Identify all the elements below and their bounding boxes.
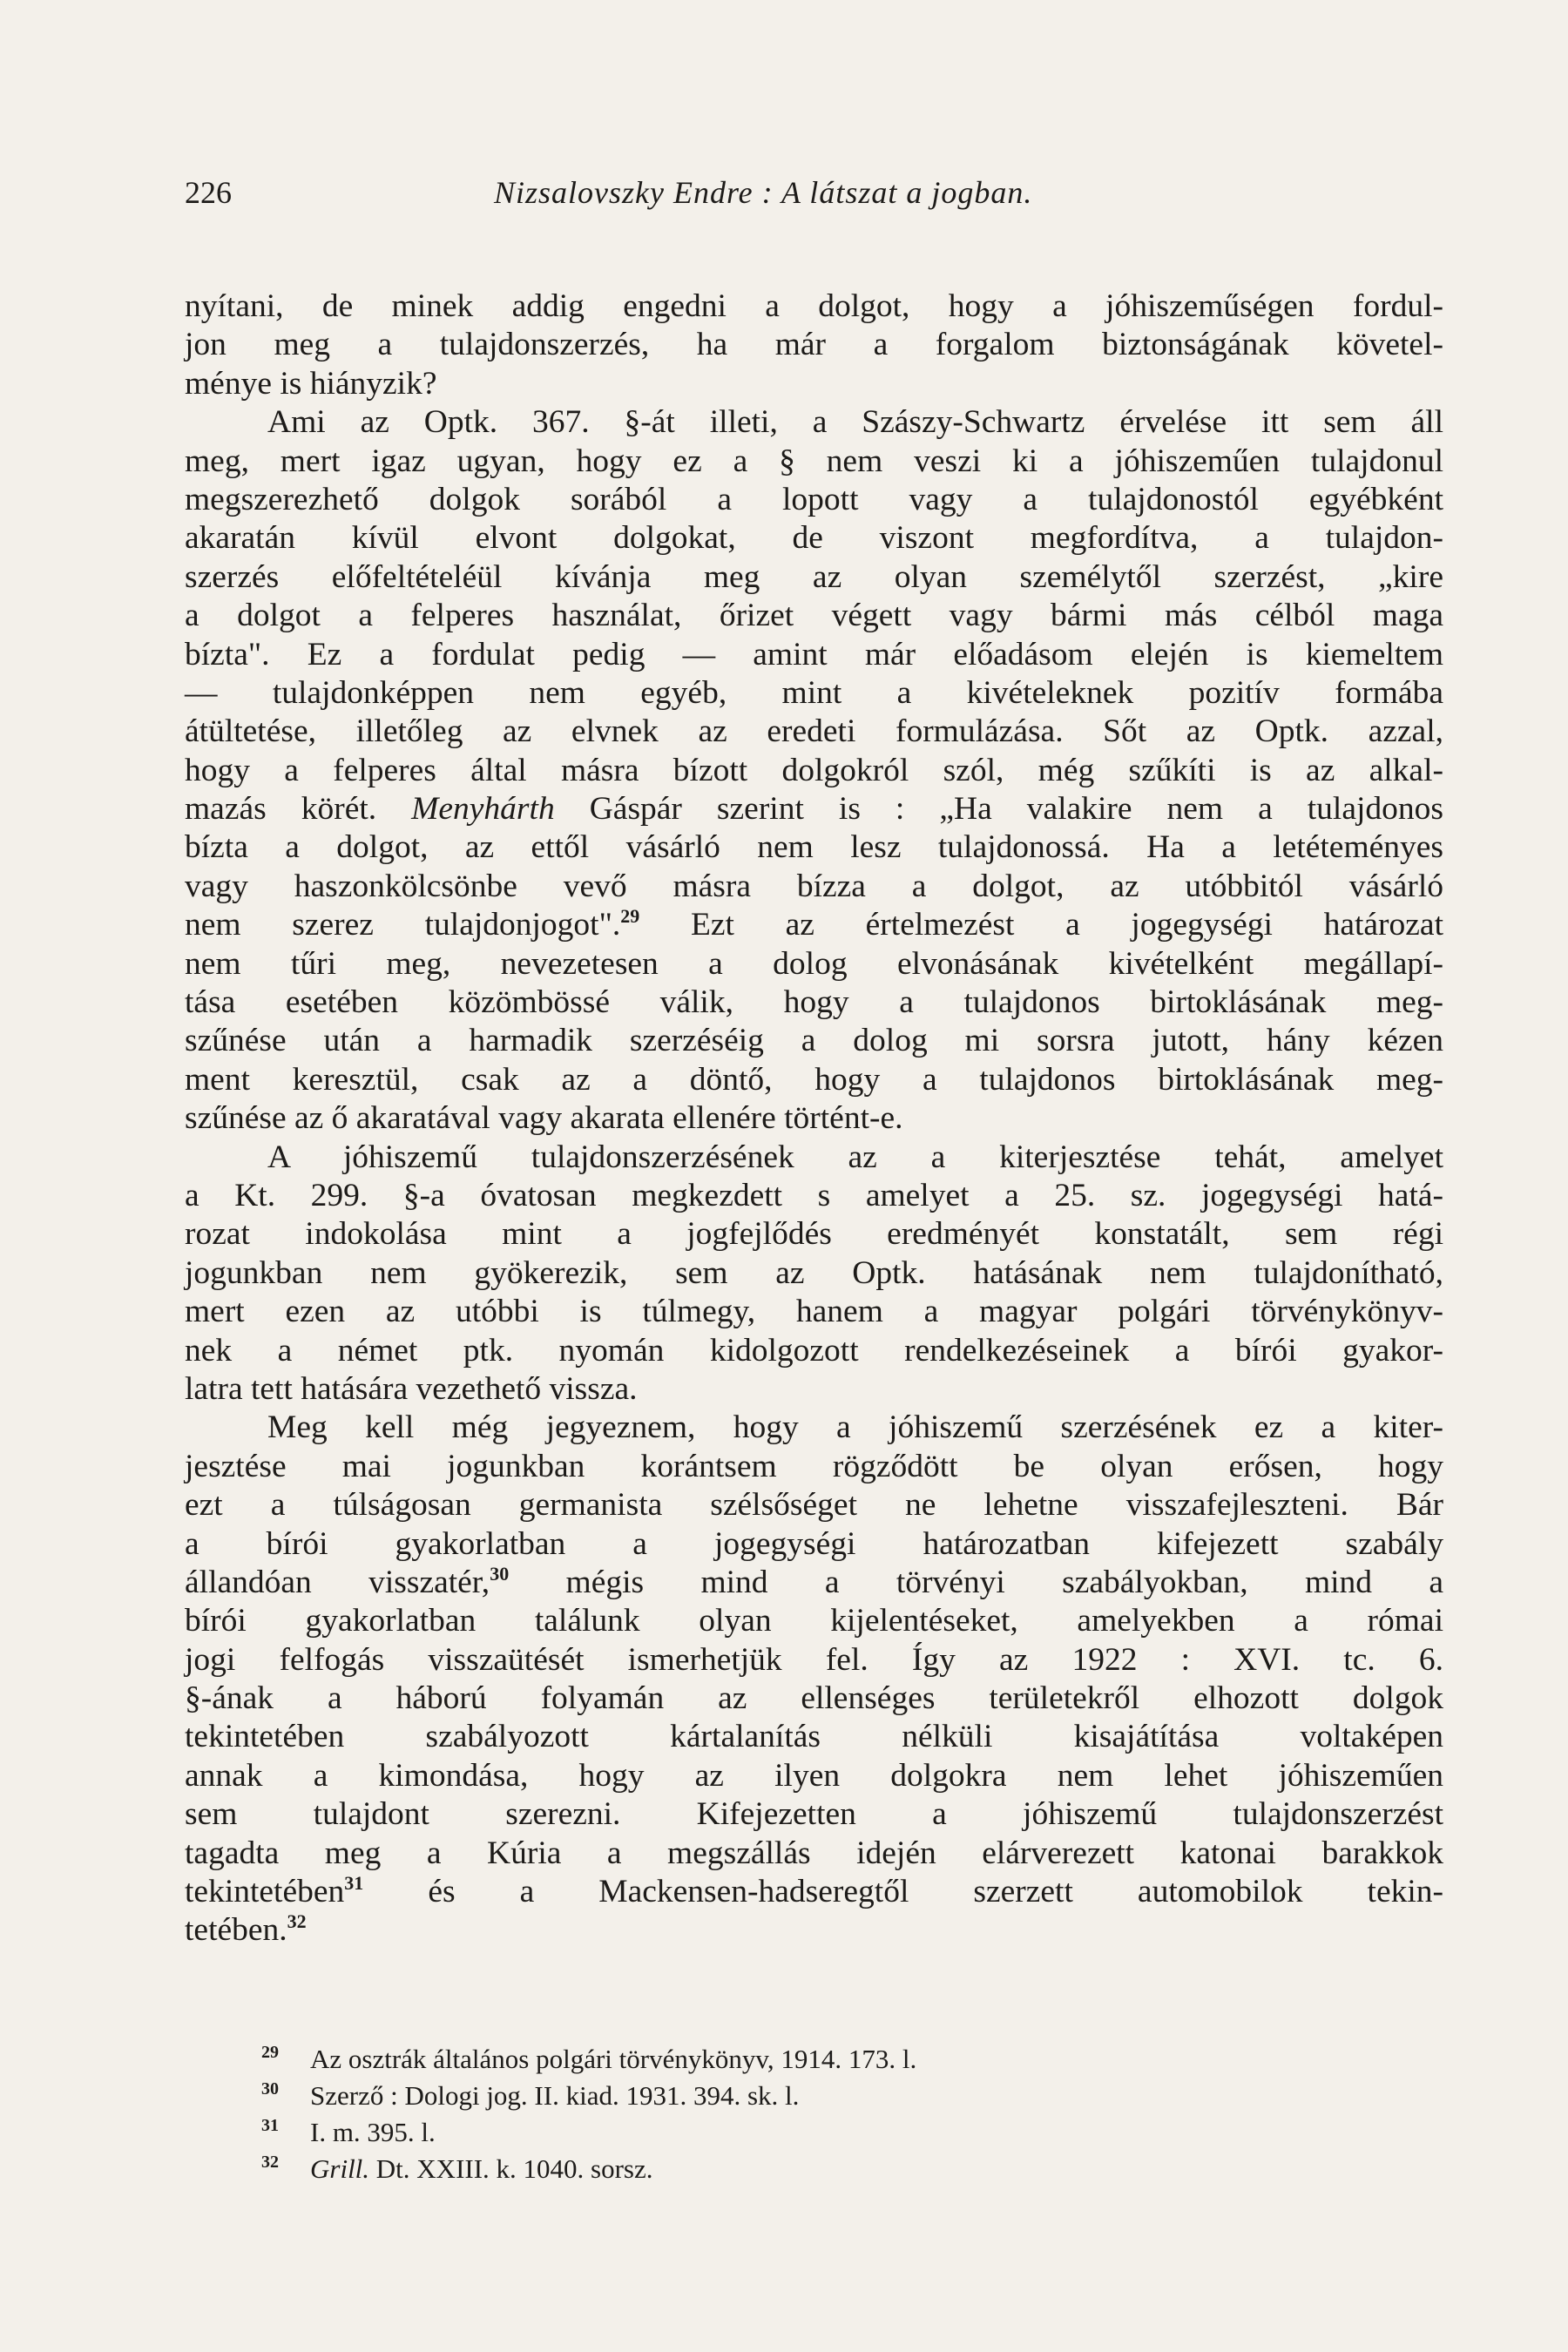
text-segment: nem szerez tulajdonjogot". bbox=[185, 907, 621, 943]
text-line: nek a német ptk. nyomán kidolgozott rendelkezéseinek a bírói gyakor- bbox=[185, 1332, 1443, 1369]
text-line: hogy a felperes által másra bízott dolgokról szól, még szűkíti is az alkal- bbox=[185, 752, 1443, 788]
text-segment: és a Mackensen-hadseregtől szerzett automobilok tekin- bbox=[428, 1874, 1444, 1910]
footnote-ref: 32 bbox=[287, 1910, 307, 1933]
text-line: ment keresztül, csak az a döntő, hogy a tulajdonos birtoklásának meg- bbox=[185, 1061, 1443, 1098]
text-line: Ami az Optk. 367. §-át illeti, a Szászy-Schwartz érvelése itt sem áll bbox=[267, 404, 1443, 441]
footnote-31 bbox=[261, 2107, 1220, 2147]
text-line: Meg kell még jegyeznem, hogy a jóhiszemű szerzésének ez a kiter- bbox=[267, 1409, 1443, 1446]
text-line: akaratán kívül elvont dolgokat, de viszont megfordítva, a tulajdon- bbox=[185, 520, 1443, 557]
text-segment: állandóan visszatér, bbox=[185, 1564, 490, 1600]
text-line: tása esetében közömbössé válik, hogy a tulajdonos birtoklásának meg- bbox=[185, 984, 1443, 1021]
text-line: bírói gyakorlatban találunk olyan kijelentéseket, amelyekben a római bbox=[185, 1603, 1443, 1639]
footnote-30 bbox=[261, 2071, 1220, 2111]
text-line: nyítani, de minek addig engedni a dolgot, hogy a jóhiszeműségen fordul- bbox=[185, 288, 1443, 324]
text-line: átültetése, illetőleg az elvnek az eredeti formulázása. Sőt az Optk. azzal, bbox=[185, 713, 1443, 750]
text-line: szűnése az ő akaratával vagy akarata ellenére történt-e. bbox=[185, 1100, 903, 1137]
footnote-ref: 30 bbox=[490, 1562, 510, 1585]
text-line: vagy haszonkölcsönbe vevő másra bízza a dolgot, az utóbbitól vásárló bbox=[185, 868, 1443, 904]
text-segment: Ezt az értelmezést a jogegységi határozat bbox=[691, 907, 1443, 943]
body-text bbox=[185, 287, 1443, 1950]
text-line: §-ának a háború folyamán az ellenséges területekről elhozott dolgok bbox=[185, 1680, 1443, 1717]
text-line: szerzés előfeltételéül kívánja meg az olyan személytől szerzést, „kire bbox=[185, 558, 1443, 595]
text-line bbox=[185, 1911, 1443, 1950]
text-line: bízta a dolgot, az ettől vásárló nem lesz tulajdonossá. Ha a letéteményes bbox=[185, 829, 1443, 866]
footnote-number: 31 bbox=[261, 2116, 279, 2135]
text-line: a dolgot a felperes használat, őrizet végett vagy bármi más célból maga bbox=[185, 598, 1443, 634]
text-line: jogunkban nem gyökerezik, sem az Optk. hatásának nem tulajdonítható, bbox=[185, 1254, 1443, 1291]
running-title: Nizsalovszky Endre : A látszat a jogban. bbox=[494, 175, 1033, 210]
text-segment: mégis mind a törvényi szabályokban, mind a bbox=[565, 1564, 1444, 1600]
footnote-text: Dt. XXIII. k. 1040. sorsz. bbox=[375, 2153, 653, 2184]
text-line: annak a kimondása, hogy az ilyen dolgokra nem lehet jóhiszeműen bbox=[185, 1757, 1443, 1794]
footnote-author: Grill. bbox=[310, 2153, 370, 2184]
footnote-ref: 29 bbox=[620, 905, 640, 928]
text-line: A jóhiszemű tulajdonszerzésének az a kiterjesztése tehát, amelyet bbox=[267, 1139, 1443, 1175]
text-line: jogi felfogás visszaütését ismerhetjük fel. Így az 1922 : XVI. tc. 6. bbox=[185, 1641, 1443, 1678]
footnote-ref: 31 bbox=[344, 1872, 364, 1895]
text-line: rozat indokolása mint a jogfejlődés eredményét konstatált, sem régi bbox=[185, 1216, 1443, 1253]
text-line: mert ezen az utóbbi is túlmegy, hanem a magyar polgári törvénykönyv- bbox=[185, 1294, 1443, 1330]
footnote-29 bbox=[261, 2034, 1220, 2074]
text-line: meg, mert igaz ugyan, hogy ez a § nem veszi ki a jóhiszeműen tulajdonul bbox=[185, 443, 1443, 479]
text-segment: mazás körét. bbox=[185, 791, 377, 828]
text-line: tagadta meg a Kúria a megszállás idején elárverezett katonai barakkok bbox=[185, 1835, 1443, 1871]
text-line: ezt a túlságosan germanista szélsőséget ne lehetne visszafejleszteni. Bár bbox=[185, 1487, 1443, 1524]
text-line: szűnése után a harmadik szerzéséig a dolog mi sorsra jutott, hány kézen bbox=[185, 1023, 1443, 1059]
author-name: Menyhárth bbox=[411, 791, 555, 828]
text-line: ménye is hiányzik? bbox=[185, 365, 437, 402]
text-line bbox=[185, 906, 1443, 944]
text-line bbox=[185, 1564, 1443, 1602]
footnotes bbox=[261, 2034, 1220, 2184]
footnote-number: 32 bbox=[261, 2153, 279, 2172]
text-line: a Kt. 299. §-a óvatosan megkezdett s amelyet a 25. sz. jogegységi hatá- bbox=[185, 1177, 1443, 1213]
text-segment: Gáspár szerint is : „Ha valakire nem a tulajdonos bbox=[589, 791, 1444, 828]
footnote-text: Szerző : Dologi jog. II. kiad. 1931. 394. sk. l. bbox=[310, 2080, 800, 2111]
text-line: nem tűri meg, nevezetesen a dolog elvonásának kivételként megállapí- bbox=[185, 945, 1443, 982]
footnote-number: 30 bbox=[261, 2079, 279, 2099]
text-line: jesztése mai jogunkban korántsem rögződött be olyan erősen, hogy bbox=[185, 1448, 1443, 1484]
text-segment: tekintetében bbox=[185, 1874, 345, 1910]
text-line: sem tulajdont szerezni. Kifejezetten a jóhiszemű tulajdonszerzést bbox=[185, 1796, 1443, 1833]
page-number: 226 bbox=[185, 175, 232, 210]
text-line: bízta". Ez a fordulat pedig — amint már előadásom elején is kiemeltem bbox=[185, 636, 1443, 672]
text-line: latra tett hatására vezethető vissza. bbox=[185, 1370, 638, 1407]
footnote-number: 29 bbox=[261, 2043, 279, 2062]
text-line: — tulajdonképpen nem egyéb, mint a kivételeknek pozitív formába bbox=[185, 674, 1443, 711]
text-line bbox=[185, 1873, 1443, 1911]
text-line: a bírói gyakorlatban a jogegységi határozatban kifejezett szabály bbox=[185, 1525, 1443, 1562]
text-line: jon meg a tulajdonszerzés, ha már a forgalom biztonságának követel- bbox=[185, 327, 1443, 363]
footnote-text: Az osztrák általános polgári törvénykönyv, 1914. 173. l. bbox=[310, 2044, 917, 2074]
footnote-text: I. m. 395. l. bbox=[310, 2117, 436, 2147]
text-line: megszerezhető dolgok sorából a lopott vagy a tulajdonostól egyébként bbox=[185, 481, 1443, 517]
text-segment: tetében. bbox=[185, 1912, 287, 1949]
footnote-32 bbox=[261, 2144, 1220, 2184]
text-line bbox=[185, 790, 1443, 828]
page-header bbox=[185, 166, 1448, 218]
text-line: tekintetében szabályozott kártalanítás nélküli kisajátítása voltaképen bbox=[185, 1719, 1443, 1755]
